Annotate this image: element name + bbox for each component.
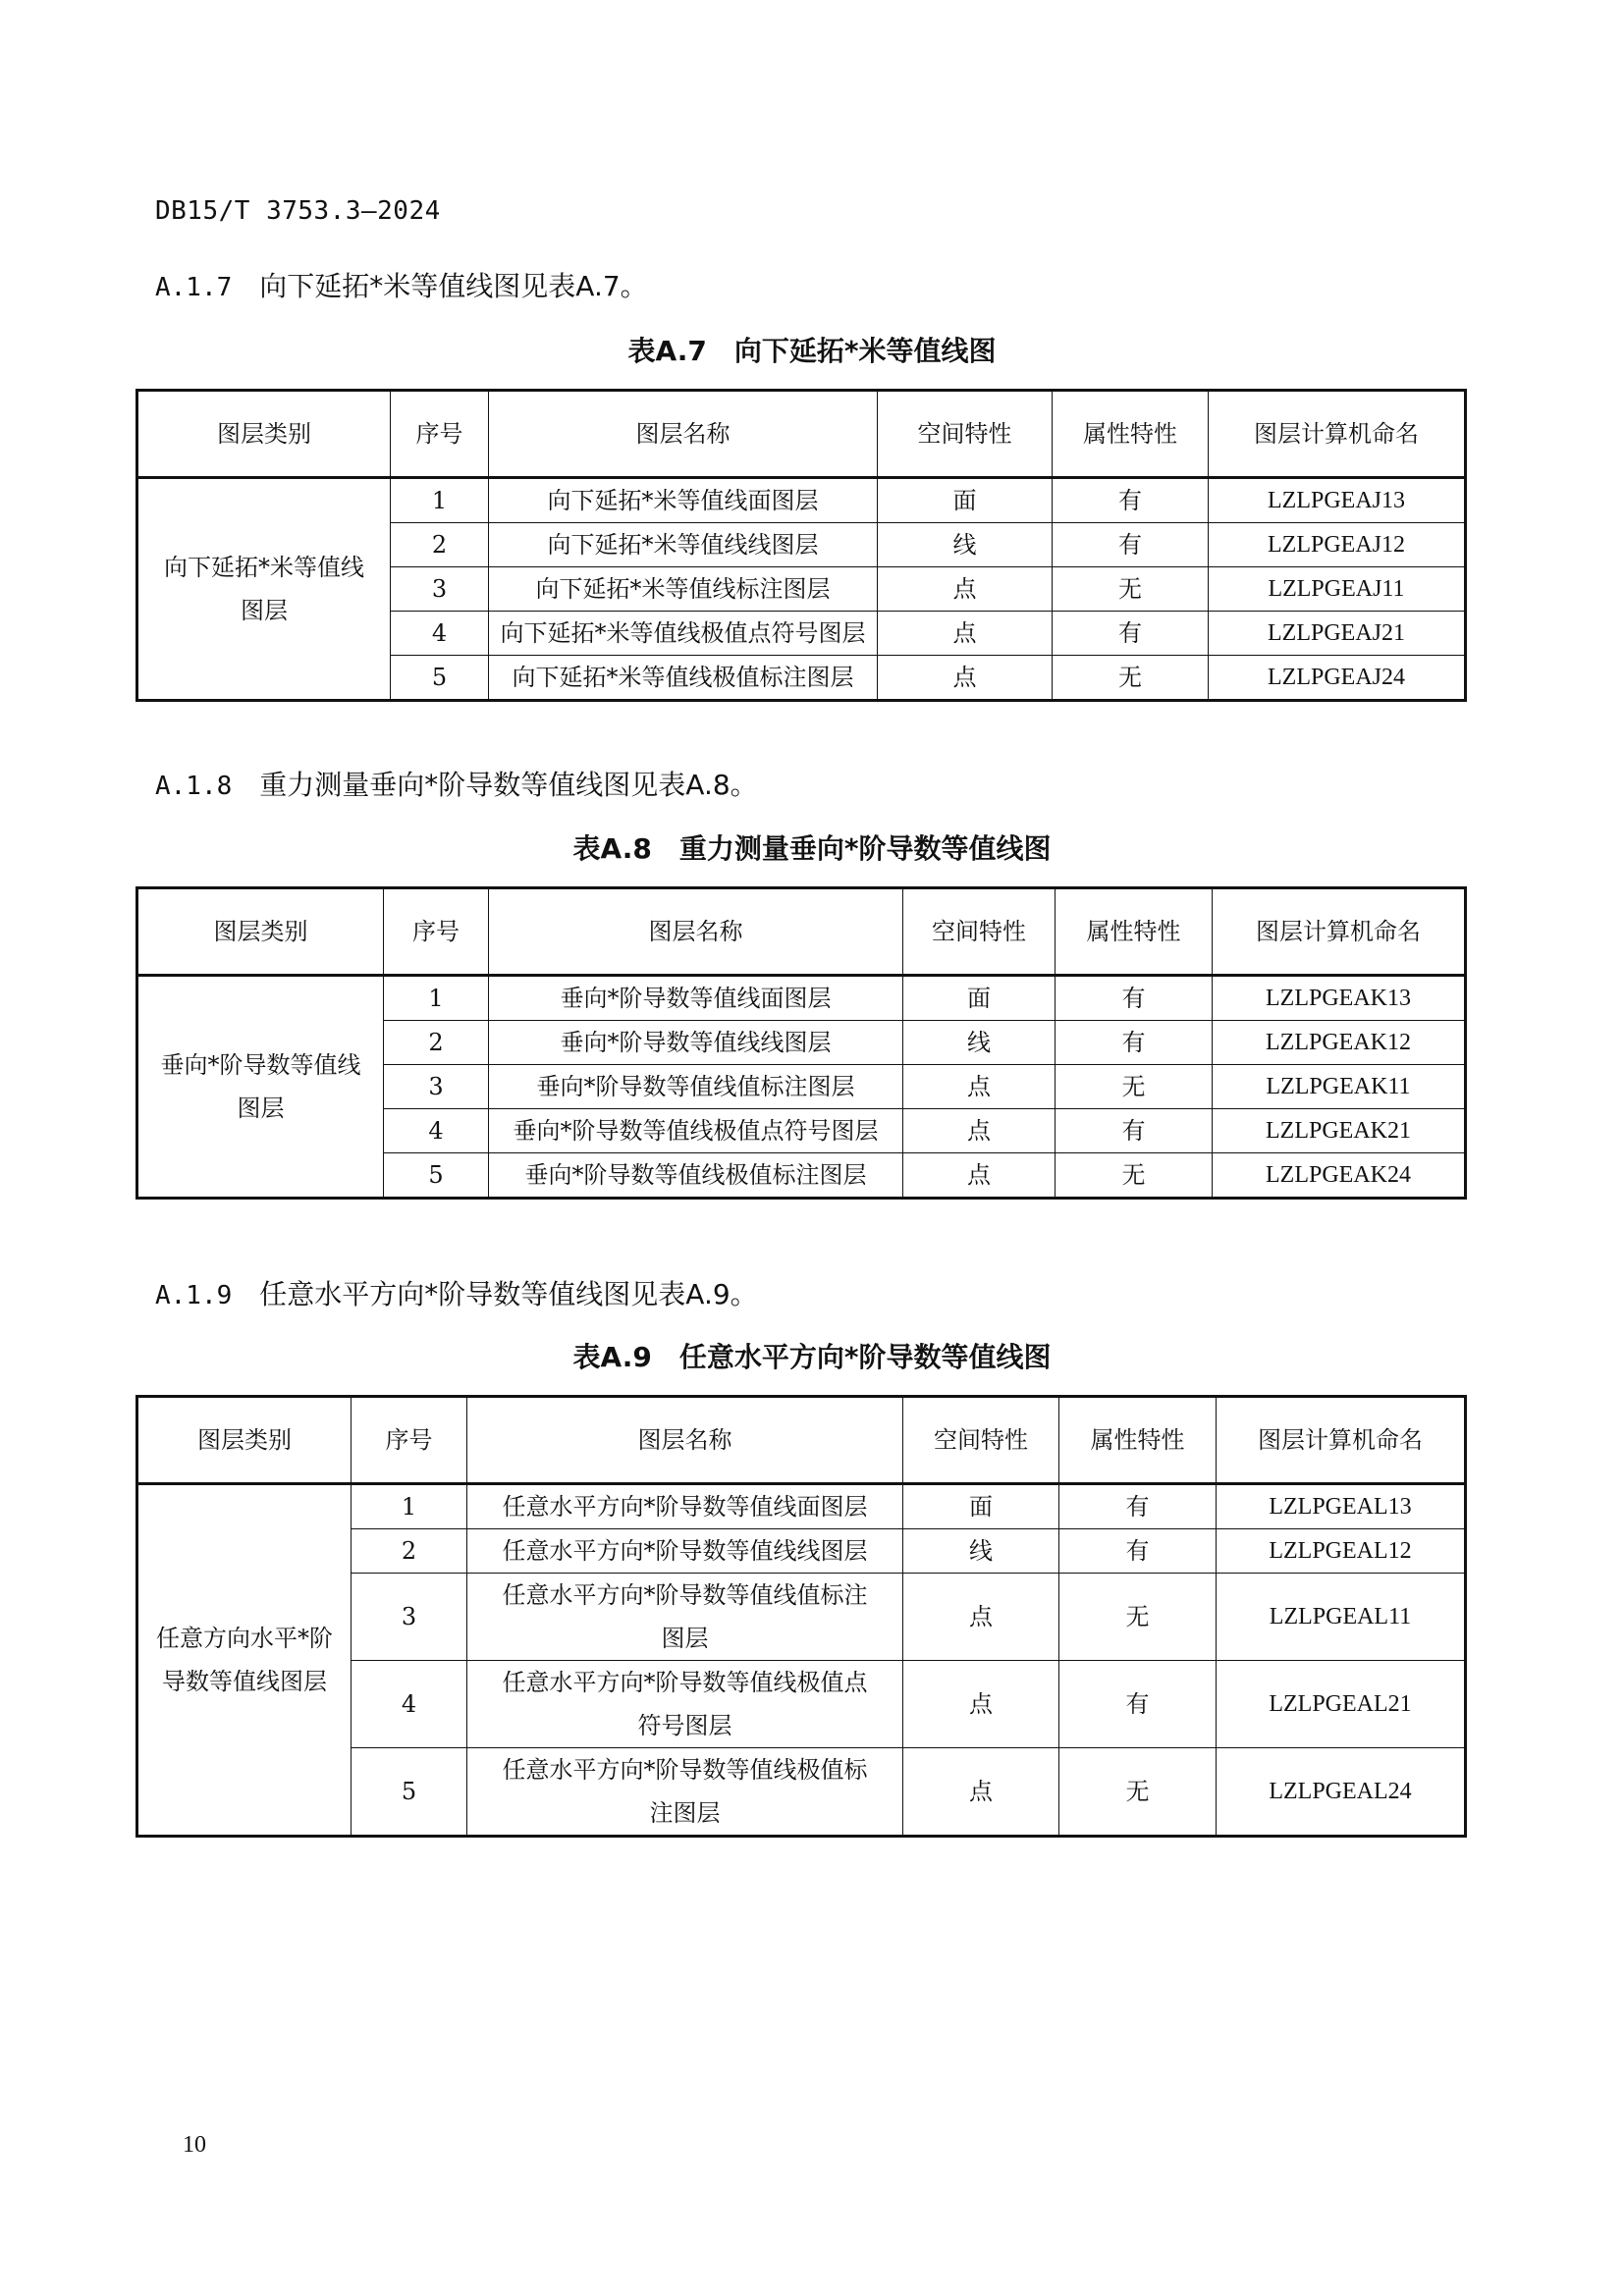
row-code: LZLPGEAJ13 bbox=[1209, 478, 1466, 523]
table-a7 bbox=[135, 389, 1467, 702]
row-spatial: 面 bbox=[878, 478, 1053, 523]
row-name: 垂向*阶导数等值线值标注图层 bbox=[489, 1065, 903, 1109]
row-spatial: 点 bbox=[903, 1574, 1059, 1661]
row-code: LZLPGEAK21 bbox=[1213, 1109, 1466, 1153]
header-category: 图层类别 bbox=[137, 888, 384, 976]
row-no: 5 bbox=[352, 1748, 467, 1837]
row-code: LZLPGEAL24 bbox=[1217, 1748, 1466, 1837]
row-attribute: 无 bbox=[1053, 567, 1209, 612]
row-code: LZLPGEAK13 bbox=[1213, 976, 1466, 1021]
header-attribute: 属性特性 bbox=[1059, 1397, 1217, 1484]
clause-a-1-9 bbox=[155, 1273, 758, 1312]
row-name: 垂向*阶导数等值线线图层 bbox=[489, 1021, 903, 1065]
row-spatial: 面 bbox=[903, 976, 1056, 1021]
row-name: 向下延拓*米等值线极值标注图层 bbox=[489, 656, 878, 701]
row-spatial: 点 bbox=[903, 1109, 1056, 1153]
row-spatial: 点 bbox=[903, 1153, 1056, 1199]
row-name: 垂向*阶导数等值线面图层 bbox=[489, 976, 903, 1021]
table-row bbox=[137, 1484, 1466, 1529]
row-attribute: 有 bbox=[1053, 478, 1209, 523]
header-attribute: 属性特性 bbox=[1053, 391, 1209, 478]
row-no: 2 bbox=[391, 523, 489, 567]
row-attribute: 无 bbox=[1059, 1574, 1217, 1661]
header-no: 序号 bbox=[384, 888, 489, 976]
header-spatial: 空间特性 bbox=[878, 391, 1053, 478]
row-name: 向下延拓*米等值线极值点符号图层 bbox=[489, 612, 878, 656]
row-spatial: 线 bbox=[903, 1021, 1056, 1065]
row-code: LZLPGEAJ11 bbox=[1209, 567, 1466, 612]
row-attribute: 有 bbox=[1059, 1484, 1217, 1529]
row-code: LZLPGEAK24 bbox=[1213, 1153, 1466, 1199]
row-code: LZLPGEAJ12 bbox=[1209, 523, 1466, 567]
row-code: LZLPGEAL12 bbox=[1217, 1529, 1466, 1574]
row-no: 2 bbox=[352, 1529, 467, 1574]
row-no: 5 bbox=[384, 1153, 489, 1199]
clause-number: A.1.9 bbox=[155, 1281, 233, 1310]
document-code: DB15/T 3753.3—2024 bbox=[155, 196, 441, 226]
row-name: 垂向*阶导数等值线极值标注图层 bbox=[489, 1153, 903, 1199]
row-name: 向下延拓*米等值线面图层 bbox=[489, 478, 878, 523]
header-spatial: 空间特性 bbox=[903, 888, 1056, 976]
row-code: LZLPGEAJ21 bbox=[1209, 612, 1466, 656]
row-no: 3 bbox=[352, 1574, 467, 1661]
row-code: LZLPGEAL13 bbox=[1217, 1484, 1466, 1529]
row-spatial: 点 bbox=[878, 612, 1053, 656]
row-attribute: 无 bbox=[1053, 656, 1209, 701]
header-name: 图层名称 bbox=[489, 888, 903, 976]
row-no: 1 bbox=[384, 976, 489, 1021]
row-spatial: 点 bbox=[903, 1661, 1059, 1748]
row-code: LZLPGEAK11 bbox=[1213, 1065, 1466, 1109]
row-name: 垂向*阶导数等值线极值点符号图层 bbox=[489, 1109, 903, 1153]
row-name: 任意水平方向*阶导数等值线极值点符号图层 bbox=[467, 1661, 903, 1748]
table-caption-a9: 表A.9 任意水平方向*阶导数等值线图 bbox=[572, 1341, 1052, 1373]
row-no: 1 bbox=[352, 1484, 467, 1529]
row-code: LZLPGEAL11 bbox=[1217, 1574, 1466, 1661]
row-code: LZLPGEAL21 bbox=[1217, 1661, 1466, 1748]
header-category: 图层类别 bbox=[137, 391, 391, 478]
header-no: 序号 bbox=[352, 1397, 467, 1484]
row-attribute: 有 bbox=[1056, 976, 1213, 1021]
header-attribute: 属性特性 bbox=[1056, 888, 1213, 976]
category-cell: 向下延拓*米等值线图层 bbox=[137, 478, 391, 701]
clause-a-1-7 bbox=[155, 265, 648, 304]
category-cell: 任意方向水平*阶导数等值线图层 bbox=[137, 1484, 352, 1837]
row-attribute: 有 bbox=[1053, 612, 1209, 656]
table-caption-a8: 表A.8 重力测量垂向*阶导数等值线图 bbox=[572, 832, 1052, 865]
row-spatial: 点 bbox=[903, 1748, 1059, 1837]
row-name: 任意水平方向*阶导数等值线值标注图层 bbox=[467, 1574, 903, 1661]
row-code: LZLPGEAJ24 bbox=[1209, 656, 1466, 701]
table-row bbox=[137, 976, 1466, 1021]
header-name: 图层名称 bbox=[467, 1397, 903, 1484]
row-name: 任意水平方向*阶导数等值线线图层 bbox=[467, 1529, 903, 1574]
row-attribute: 有 bbox=[1059, 1529, 1217, 1574]
table-a9 bbox=[135, 1395, 1467, 1838]
category-cell: 垂向*阶导数等值线图层 bbox=[137, 976, 384, 1199]
row-attribute: 有 bbox=[1059, 1661, 1217, 1748]
header-code: 图层计算机命名 bbox=[1213, 888, 1466, 976]
row-attribute: 有 bbox=[1056, 1021, 1213, 1065]
row-no: 5 bbox=[391, 656, 489, 701]
row-attribute: 无 bbox=[1059, 1748, 1217, 1837]
clause-number: A.1.8 bbox=[155, 772, 233, 801]
row-spatial: 线 bbox=[878, 523, 1053, 567]
row-no: 4 bbox=[384, 1109, 489, 1153]
row-name: 任意水平方向*阶导数等值线面图层 bbox=[467, 1484, 903, 1529]
row-name: 向下延拓*米等值线标注图层 bbox=[489, 567, 878, 612]
header-no: 序号 bbox=[391, 391, 489, 478]
clause-number: A.1.7 bbox=[155, 273, 233, 302]
row-no: 2 bbox=[384, 1021, 489, 1065]
header-spatial: 空间特性 bbox=[903, 1397, 1059, 1484]
header-category: 图层类别 bbox=[137, 1397, 352, 1484]
header-code: 图层计算机命名 bbox=[1209, 391, 1466, 478]
table-caption-a7: 表A.7 向下延拓*米等值线图 bbox=[627, 335, 997, 367]
header-code: 图层计算机命名 bbox=[1217, 1397, 1466, 1484]
row-spatial: 线 bbox=[903, 1529, 1059, 1574]
row-attribute: 有 bbox=[1056, 1109, 1213, 1153]
row-no: 3 bbox=[391, 567, 489, 612]
row-attribute: 有 bbox=[1053, 523, 1209, 567]
page-number: 10 bbox=[183, 2132, 206, 2158]
clause-text: 重力测量垂向*阶导数等值线图见表A.8。 bbox=[259, 769, 758, 801]
row-no: 1 bbox=[391, 478, 489, 523]
header-name: 图层名称 bbox=[489, 391, 878, 478]
row-no: 4 bbox=[352, 1661, 467, 1748]
clause-text: 任意水平方向*阶导数等值线图见表A.9。 bbox=[259, 1278, 758, 1310]
clause-a-1-8 bbox=[155, 764, 758, 803]
row-attribute: 无 bbox=[1056, 1153, 1213, 1199]
row-spatial: 点 bbox=[878, 656, 1053, 701]
table-row bbox=[137, 478, 1466, 523]
row-spatial: 面 bbox=[903, 1484, 1059, 1529]
table-a8 bbox=[135, 886, 1467, 1200]
row-attribute: 无 bbox=[1056, 1065, 1213, 1109]
clause-text: 向下延拓*米等值线图见表A.7。 bbox=[259, 270, 648, 302]
row-spatial: 点 bbox=[903, 1065, 1056, 1109]
table-header-row bbox=[137, 888, 1466, 976]
row-no: 4 bbox=[391, 612, 489, 656]
table-header-row bbox=[137, 1397, 1466, 1484]
row-name: 向下延拓*米等值线线图层 bbox=[489, 523, 878, 567]
row-name: 任意水平方向*阶导数等值线极值标注图层 bbox=[467, 1748, 903, 1837]
row-code: LZLPGEAK12 bbox=[1213, 1021, 1466, 1065]
table-header-row bbox=[137, 391, 1466, 478]
row-no: 3 bbox=[384, 1065, 489, 1109]
row-spatial: 点 bbox=[878, 567, 1053, 612]
